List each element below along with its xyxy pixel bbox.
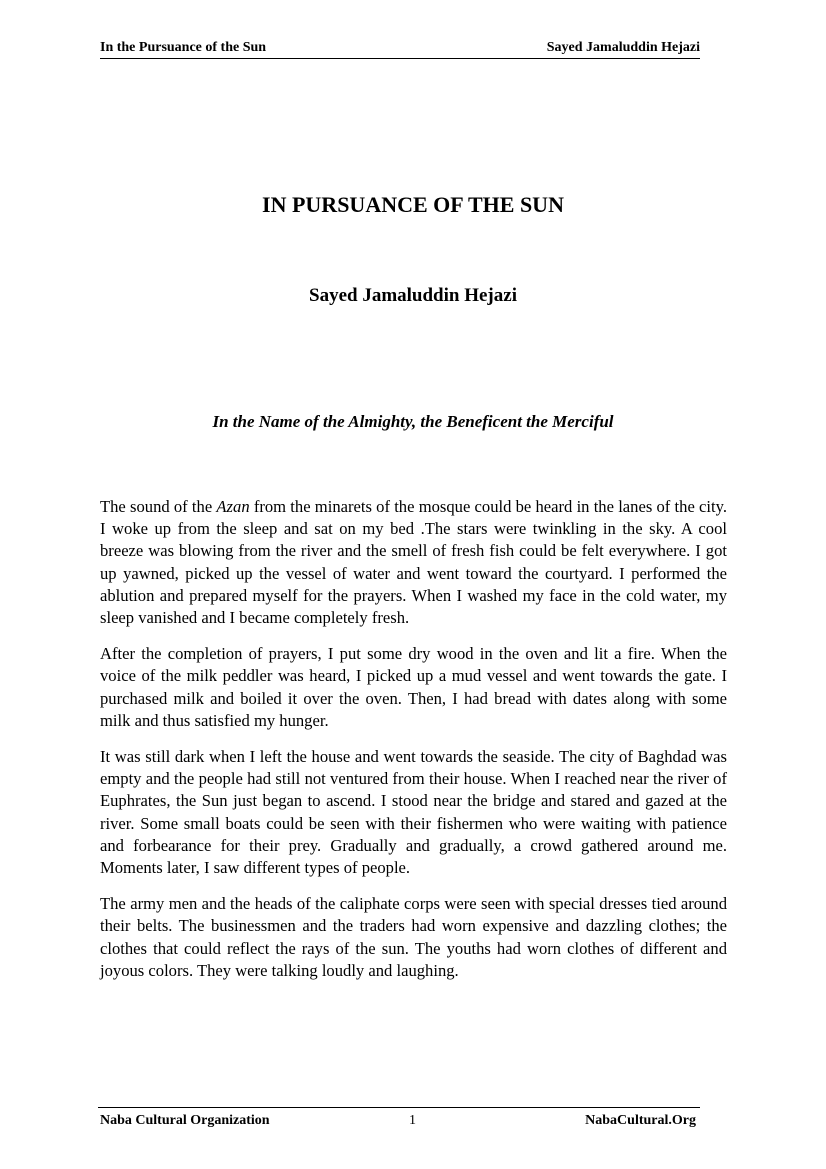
page-number: 1: [409, 1113, 416, 1128]
azan-term: Azan: [216, 497, 250, 516]
invocation-line: In the Name of the Almighty, the Beneficent the Merciful: [212, 412, 614, 431]
page-footer: [98, 1107, 700, 1132]
page-header: [100, 40, 700, 59]
paragraph-1-rest: from the minarets of the mosque could be heard in the lanes of the city. I woke up from the sleep and sat on my bed .The stars were twinkling in the sky. A cool breeze was blowing from the river and the smell of fresh fish could be felt everywhere. I got up yawned, picked up the vessel of water and went toward the courtyard. I performed the ablution and prepared myself for the prayers. When I washed my face in the cold water, my sleep vanished and I became completely fresh.: [100, 497, 727, 628]
header-book-title: In the Pursuance of the Sun: [100, 40, 267, 55]
paragraph-4: The army men and the heads of the caliphate corps were seen with special dresses tied around their belts. The businessmen and the traders had worn expensive and dazzling clothes; the clothes that could reflect the rays of the sun. The youths had worn clothes of different and joyous colors. They were talking loudly and laughing.: [100, 894, 727, 980]
paragraph-1-start: The sound of the: [100, 497, 217, 516]
body-text: [100, 496, 727, 996]
paragraph-3: It was still dark when I left the house and went towards the seaside. The city of Baghdad was empty and the people had still not ventured from their house. When I reached near the river of Euphrates, the Sun just began to ascend. I stood near the bridge and stared and gazed at the river. Some small boats could be seen with their fishermen who were waiting with patience and forbearance for their prey. Gradually and gradually, a crowd gathered around me. Moments later, I saw different types of people.: [100, 747, 727, 878]
document-title: IN PURSUANCE OF THE SUN: [262, 192, 564, 217]
document-author: Sayed Jamaluddin Hejazi: [309, 285, 517, 306]
paragraph-2: After the completion of prayers, I put some dry wood in the oven and lit a fire. When the voice of the milk peddler was heard, I picked up a mud vessel and went towards the gate. I purchased milk and boiled it over the oven. Then, I had bread with dates along with some milk and thus satisfied my hunger.: [100, 644, 727, 730]
footer-website: NabaCultural.Org: [585, 1113, 696, 1128]
paragraph-1: [100, 496, 727, 629]
header-author: Sayed Jamaluddin Hejazi: [546, 40, 700, 55]
footer-organization: Naba Cultural Organization: [100, 1113, 270, 1128]
